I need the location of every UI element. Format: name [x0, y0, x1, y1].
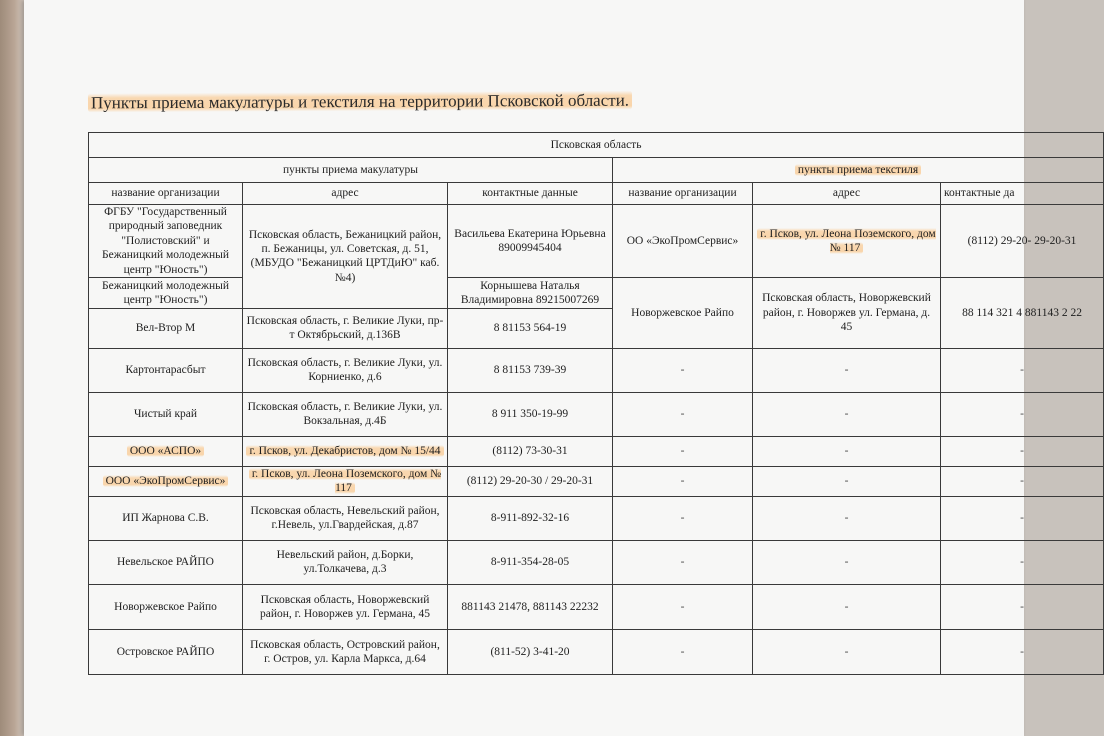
contact-cell: 8 81153 739-39: [448, 348, 613, 392]
org-cell: Новоржевское Райпо: [89, 584, 243, 629]
textile-address-empty: -: [753, 540, 941, 584]
textile-address-empty: -: [753, 584, 941, 629]
section-textile-label: пункты приема текстиля: [795, 164, 921, 176]
table-row: [89, 584, 1104, 629]
address-highlight: г. Псков, ул. Леона Поземского, дом № 117: [249, 468, 441, 494]
contact-cell: 8-911-892-32-16: [448, 496, 613, 540]
textile-org-empty: -: [613, 584, 753, 629]
address-cell: Псковская область, Бежаницкий район, п. Бежаницы, ул. Советская, д. 51, (МБУДО "Бежаницкий ЦРТДиЮ" каб. №4): [243, 205, 448, 309]
region-header: Псковская область: [89, 133, 1104, 158]
address-cell: Псковская область, Новоржевский район, г. Новоржев ул. Германа, 45: [243, 584, 448, 629]
textile-address-empty: -: [753, 466, 941, 496]
textile-org-empty: -: [613, 466, 753, 496]
contact-cell: 881143 21478, 881143 22232: [448, 584, 613, 629]
textile-contact-empty: -: [941, 348, 1104, 392]
document-title: [88, 91, 632, 114]
title-highlight: [88, 91, 632, 113]
table-row: [89, 205, 1104, 278]
section-textile-header: [613, 158, 1104, 183]
col-header-textile-contact: контактные да: [941, 183, 1104, 205]
textile-org-empty: -: [613, 348, 753, 392]
contact-cell: Васильева Екатерина Юрьевна 89009945404: [448, 205, 613, 278]
table-row: [89, 436, 1104, 466]
section-header-row: [89, 158, 1104, 183]
address-cell: Псковская область, Невельский район, г.Невель, ул.Гвардейская, д.87: [243, 496, 448, 540]
col-header-textile-org: название организации: [613, 183, 753, 205]
textile-org-empty: -: [613, 540, 753, 584]
contact-cell: Корнышева Наталья Владимировна 89215007269: [448, 277, 613, 308]
col-header-org: название организации: [89, 183, 243, 205]
textile-contact-empty: -: [941, 540, 1104, 584]
collection-points-table: [88, 132, 1104, 675]
textile-org-empty: -: [613, 392, 753, 436]
textile-contact-empty: -: [941, 392, 1104, 436]
org-cell: Картонтарасбыт: [89, 348, 243, 392]
address-cell: Псковская область, г. Великие Луки, ул. Вокзальная, д.4Б: [243, 392, 448, 436]
address-cell: [243, 436, 448, 466]
org-cell: [89, 466, 243, 496]
table-row: [89, 348, 1104, 392]
title-text: Пункты приема макулатуры и текстиля на территории Псковской области.: [90, 90, 630, 113]
section-paper-header: пункты приема макулатуры: [89, 158, 613, 183]
table-row: [89, 392, 1104, 436]
col-header-textile-address: адрес: [753, 183, 941, 205]
textile-contact-empty: -: [941, 584, 1104, 629]
table-row: [89, 629, 1104, 674]
org-cell: ФГБУ "Государственный природный заповедник "Полистовский" и Бежаницкий молодежный центр "Юность"): [89, 205, 243, 278]
org-cell: Вел-Втор М: [89, 308, 243, 348]
textile-contact-cell: 88 114 321 4 881143 2 22: [941, 277, 1104, 348]
address-cell: [243, 466, 448, 496]
textile-contact-cell: (8112) 29-20- 29-20-31: [941, 205, 1104, 278]
col-header-address: адрес: [243, 183, 448, 205]
table-row: [89, 496, 1104, 540]
org-highlight: ООО «АСПО»: [127, 445, 204, 457]
desk-edge: [0, 0, 26, 736]
org-cell: ИП Жарнова С.В.: [89, 496, 243, 540]
address-cell: Псковская область, Островский район, г. Остров, ул. Карла Маркса, д.64: [243, 629, 448, 674]
org-cell: Невельское РАЙПО: [89, 540, 243, 584]
org-highlight: ООО «ЭкоПромСервис»: [103, 475, 229, 487]
contact-cell: (811-52) 3-41-20: [448, 629, 613, 674]
table-viewport: [88, 132, 1082, 672]
textile-contact-empty: -: [941, 466, 1104, 496]
textile-contact-empty: -: [941, 436, 1104, 466]
col-header-contact: контактные данные: [448, 183, 613, 205]
address-highlight: г. Псков, ул. Декабристов, дом № 15/44: [246, 445, 443, 457]
textile-org-empty: -: [613, 629, 753, 674]
textile-address-cell: Псковская область, Новоржевский район, г. Новоржев ул. Германа, д. 45: [753, 277, 941, 348]
contact-cell: (8112) 73-30-31: [448, 436, 613, 466]
region-header-row: [89, 133, 1104, 158]
contact-cell: 8-911-354-28-05: [448, 540, 613, 584]
textile-org-empty: -: [613, 496, 753, 540]
textile-address-cell: [753, 205, 941, 278]
org-cell: Островское РАЙПО: [89, 629, 243, 674]
textile-org-cell: Новоржевское Райпо: [613, 277, 753, 348]
textile-contact-empty: -: [941, 629, 1104, 674]
table-row: [89, 277, 1104, 308]
org-cell: Чистый край: [89, 392, 243, 436]
textile-address-highlight: г. Псков, ул. Леона Поземского, дом № 117: [757, 228, 935, 254]
textile-org-empty: -: [613, 436, 753, 466]
contact-cell: (8112) 29-20-30 / 29-20-31: [448, 466, 613, 496]
table-row: [89, 466, 1104, 496]
address-cell: Невельский район, д.Борки, ул.Толкачева, д.3: [243, 540, 448, 584]
address-cell: Псковская область, г. Великие Луки, ул. Корниенко, д.6: [243, 348, 448, 392]
textile-contact-empty: -: [941, 496, 1104, 540]
contact-cell: 8 81153 564-19: [448, 308, 613, 348]
textile-org-cell: ОО «ЭкоПромСервис»: [613, 205, 753, 278]
table-row: [89, 540, 1104, 584]
address-cell: Псковская область, г. Великие Луки, пр-т Октябрьский, д.136В: [243, 308, 448, 348]
textile-address-empty: -: [753, 629, 941, 674]
textile-address-empty: -: [753, 496, 941, 540]
org-cell: Бежаницкий молодежный центр "Юность"): [89, 277, 243, 308]
column-header-row: [89, 183, 1104, 205]
org-cell: [89, 436, 243, 466]
textile-address-empty: -: [753, 436, 941, 466]
contact-cell: 8 911 350-19-99: [448, 392, 613, 436]
textile-address-empty: -: [753, 348, 941, 392]
textile-address-empty: -: [753, 392, 941, 436]
